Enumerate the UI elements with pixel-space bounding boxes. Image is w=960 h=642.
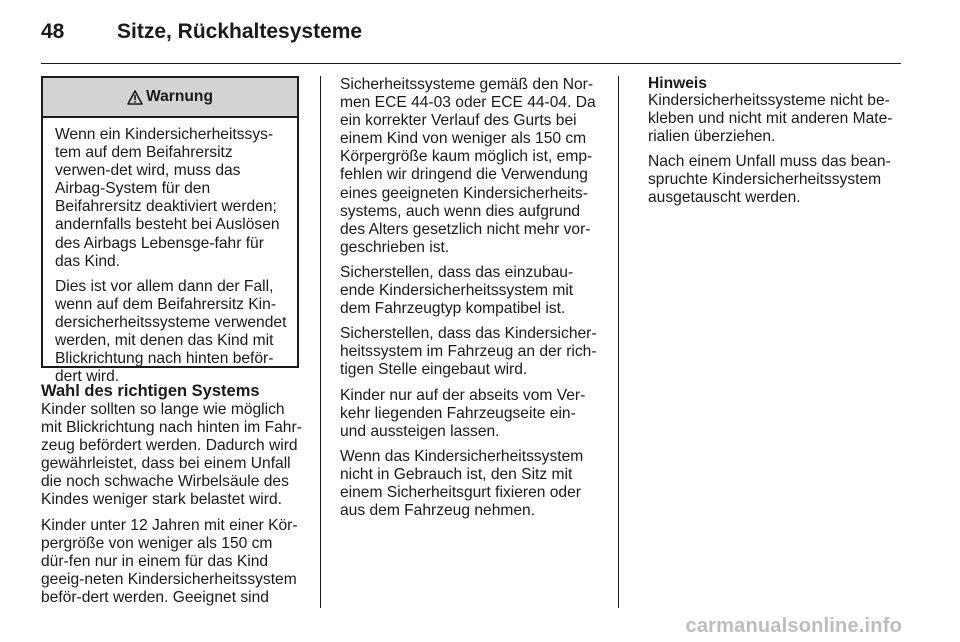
section-title: Wahl des richtigen Systems xyxy=(41,382,260,400)
warning-title: Warnung xyxy=(146,87,213,105)
column-divider xyxy=(618,76,619,608)
body-paragraph: Sicherheitssysteme gemäß den Nor-men ECE 44-03 oder ECE 44-04. Da ein korrekter Verlauf des Gurts bei einem Kind von weniger als 150 cm Körpergröße kaum möglich ist, emp-fehlen wir dringend die Verwendung eines geeigneten Kindersicherheits-systems, auch wenn dies aufgrund des Alters gesetzlich nicht mehr vor-geschrieben ist. xyxy=(340,76,596,256)
warning-paragraph: Dies ist vor allem dann der Fall, wenn auf dem Beifahrersitz Kin-dersicherheitssysteme verwendet werden, mit denen das Kind mit Blickrichtung nach hinten beför-dert wird. xyxy=(55,277,287,386)
page-number: 48 xyxy=(41,20,65,43)
chapter-title: Sitze, Rückhaltesysteme xyxy=(117,20,363,43)
warning-body xyxy=(43,118,297,386)
note-title: Hinweis xyxy=(648,75,707,92)
warning-box xyxy=(41,76,299,386)
section-paragraph: Kinder unter 12 Jahren mit einer Kör-pergröße von weniger als 150 cm dür-fen nur in einem für das Kind geeig-neten Kindersicherheitssystem beför-dert werden. Geeignet sind xyxy=(41,516,298,606)
column-right xyxy=(648,76,910,215)
column-left xyxy=(41,76,303,614)
body-paragraph: Sicherstellen, dass das Kindersicher-heitssystem im Fahrzeug an der rich-tigen Stelle eingebaut wird. xyxy=(340,325,597,379)
note-paragraph: Kindersicherheitssysteme nicht be-kleben und nicht mit anderen Mate-rialien überziehen. xyxy=(648,92,893,146)
column-divider xyxy=(320,76,321,608)
column-middle xyxy=(340,76,606,527)
body-paragraph: Sicherstellen, dass das einzubau-ende Kindersicherheitssystem mit dem Fahrzeugtyp kompatibel ist. xyxy=(340,263,574,318)
body-paragraph: Kinder nur auf der abseits vom Ver-kehr liegenden Fahrzeugseite ein- und aussteigen lassen. xyxy=(340,386,586,440)
page-header xyxy=(41,20,362,44)
note-paragraph: Nach einem Unfall muss das bean-spruchte Kindersicherheitssystem ausgetauscht werden. xyxy=(648,153,891,207)
section-paragraph: Kinder sollten so lange wie möglich mit Blickrichtung nach hinten im Fahr-zeug befördert werden. Dadurch wird gewährleistet, dass bei einem Unfall die noch schwache Wirbelsäule des Kindes weniger stark belastet wird. xyxy=(41,401,302,509)
watermark: carmanualsonline.info xyxy=(685,615,902,637)
warning-paragraph: Wenn ein Kindersicherheitssys-tem auf dem Beifahrersitz verwen-det wird, muss das Airbag-System für den Beifahrersitz deaktiviert werden; andernfalls besteht bei Auslösen des Airbags Lebensge-fahr für das Kind. xyxy=(55,126,280,270)
body-paragraph: Wenn das Kindersicherheitssystem nicht in Gebrauch ist, den Sitz mit einem Sicherheitsgurt fixieren oder aus dem Fahrzeug nehmen. xyxy=(340,447,584,520)
warning-header xyxy=(43,78,297,118)
header-rule xyxy=(41,63,901,64)
warning-triangle-icon xyxy=(127,90,143,105)
